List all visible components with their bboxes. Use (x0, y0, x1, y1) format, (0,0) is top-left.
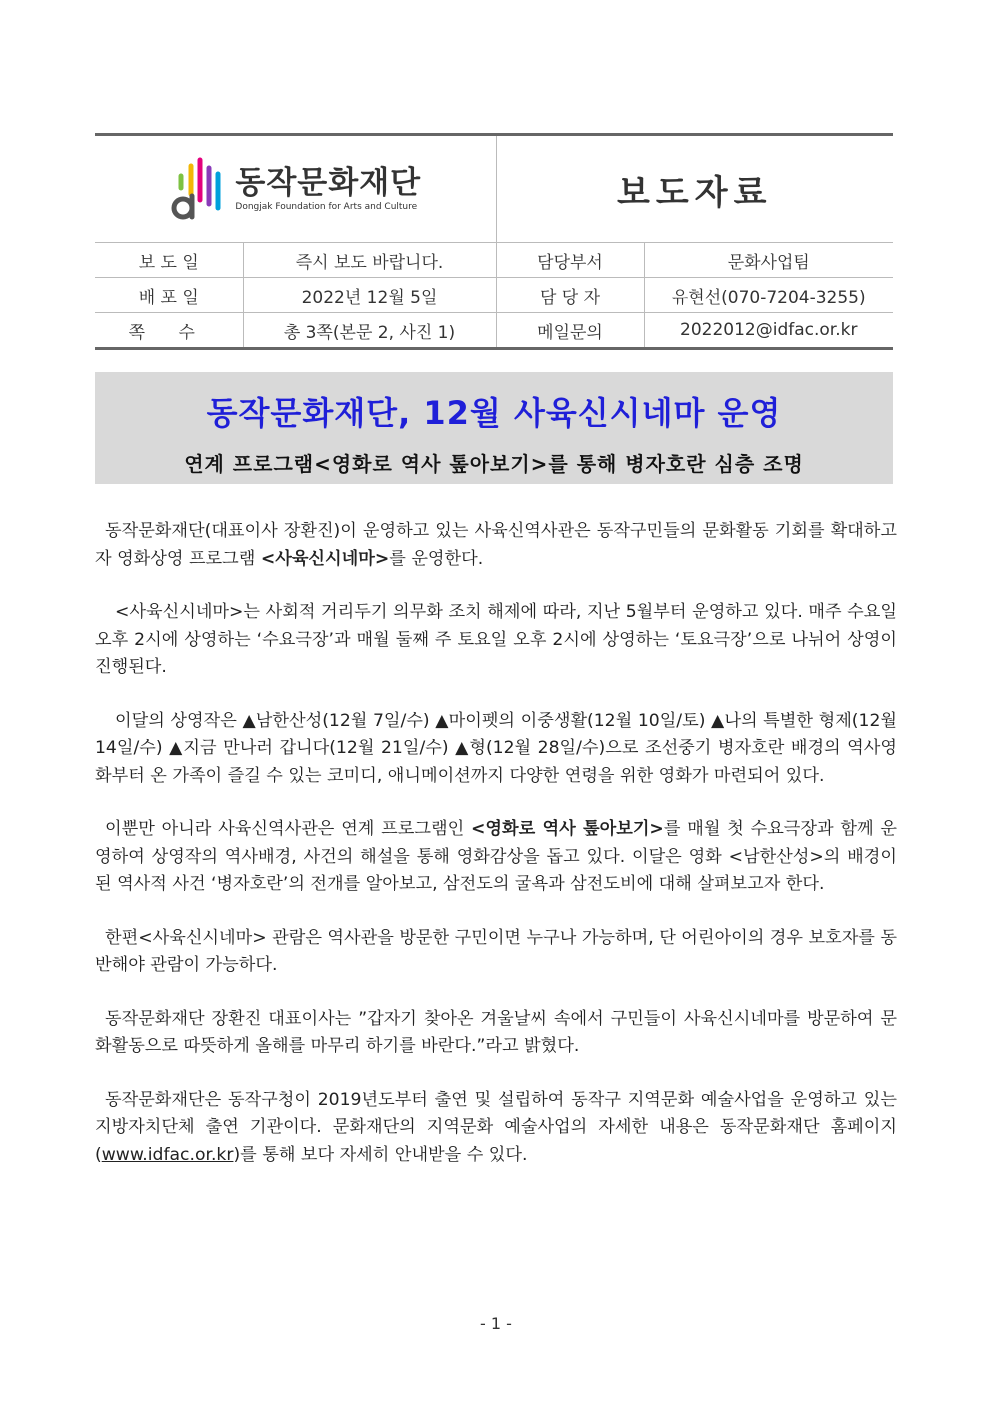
paragraph-1 (95, 518, 897, 573)
paragraph-1-text-c: 를 운영한다. (389, 548, 484, 569)
contact-person-label: 담 당 자 (496, 278, 644, 313)
paragraph-3: 이달의 상영작은 ▲남한산성(12월 7일/수) ▲마이펫의 이중생활(12월 10일/토) ▲나의 특별한 형제(12월 14일/수) ▲지금 만나러 갑니다(12월 21일/수) ▲형(12월 28일/수)으로 조선중기 병자호란 배경의 역사영화부터 온 가족이 즐길 수 있는 코미디, 애니메이션까지 다양한 연령을 위한 영화가 마련되어 있다. (95, 710, 897, 786)
page-count-value: 총 3쪽(본문 2, 사진 1) (243, 313, 496, 349)
paragraph-4 (95, 816, 897, 899)
paragraph-4-bold: <영화로 역사 톺아보기> (470, 819, 664, 839)
info-row (95, 313, 893, 349)
release-date-value: 즉시 보도 바랍니다. (243, 243, 496, 278)
paragraph-4-text-c: 를 매월 첫 수요극장과 함께 운영하여 상영작의 역사배경, 사건의 해설을 통해 영화감상을 돕고 있다. 이달은 영화 <남한산성>의 배경이 된 역사적 사건 ‘병자호란’의 전개를 알아보고, 삼전도의 굴욕과 삼전도비에 대해 살펴보고자 한다. (95, 819, 897, 894)
info-row (95, 278, 893, 313)
department-label: 담당부서 (496, 243, 644, 278)
distribution-date-label: 배 포 일 (95, 278, 243, 313)
press-release-title: 보도자료 (617, 172, 773, 213)
homepage-link[interactable]: www.idfac.or.kr (101, 1144, 234, 1165)
page-count-label: 쪽 수 (95, 313, 243, 349)
press-title-cell (496, 135, 893, 243)
paragraph-6: 동작문화재단 장환진 대표이사는 ”갑자기 찾아온 겨울날씨 속에서 구민들이 사육신시네마를 방문하여 문화활동으로 따뜻하게 올해를 마무리 하기를 바란다.”라고 밝혔다. (95, 1008, 897, 1056)
paragraph-7 (95, 1087, 897, 1170)
logo-korean-name: 동작문화재단 (235, 165, 422, 201)
press-info-table (95, 133, 893, 350)
email-value: 2022012@idfac.or.kr (644, 313, 893, 349)
distribution-date-value: 2022년 12월 5일 (243, 278, 496, 313)
foundation-logo-icon (169, 154, 227, 224)
release-date-label: 보 도 일 (95, 243, 243, 278)
paragraph-7-text-a: 동작문화재단은 동작구청이 2019년도부터 출연 및 설립하여 동작구 지역문화 예술사업을 운영하고 있는 지방자치단체 출연 기관이다. 문화재단의 지역문화 예술사업의 자세한 내용은 동작문화재단 홈페이지( (95, 1089, 897, 1165)
department-value: 문화사업팀 (644, 243, 893, 278)
info-row (95, 243, 893, 278)
paragraph-7-text-b: )를 통해 보다 자세히 안내받을 수 있다. (233, 1144, 528, 1165)
paragraph-4-text-a: 이뿐만 아니라 사육신역사관은 연계 프로그램인 (105, 819, 471, 839)
paragraph-1-text-a: 동작문화재단(대표이사 장환진)이 운영하고 있는 사육신역사관은 동작구민들의 문화활동 기회를 확대하고자 영화상영 프로그램 (95, 521, 897, 569)
sub-title: 연계 프로그램<영화로 역사 톺아보기>를 통해 병자호란 심층 조명 (184, 452, 804, 476)
main-title: 동작문화재단, 12월 사육신시네마 운영 (206, 394, 782, 432)
title-box (95, 372, 893, 484)
email-label: 메일문의 (496, 313, 644, 349)
paragraph-1-bold: <사육신시네마> (260, 548, 390, 569)
contact-person-value: 유현선(070-7204-3255) (644, 278, 893, 313)
logo-cell (95, 135, 496, 243)
paragraph-2: <사육신시네마>는 사회적 거리두기 의무화 조치 해제에 따라, 지난 5월부터 운영하고 있다. 매주 수요일 오후 2시에 상영하는 ‘수요극장’과 매월 둘째 주 토요일 오후 2시에 상영하는 ‘토요극장’으로 나뉘어 상영이 진행된다. (95, 602, 897, 677)
logo-english-name: Dongjak Foundation for Arts and Culture (235, 202, 418, 212)
page-number: - 1 - (480, 1314, 512, 1333)
paragraph-5: 한편<사육신시네마> 관람은 역사관을 방문한 구민이면 누구나 가능하며, 단 어린아이의 경우 보호자를 동반해야 관람이 가능하다. (95, 927, 897, 975)
logo (95, 154, 496, 224)
article-body (95, 518, 897, 1195)
